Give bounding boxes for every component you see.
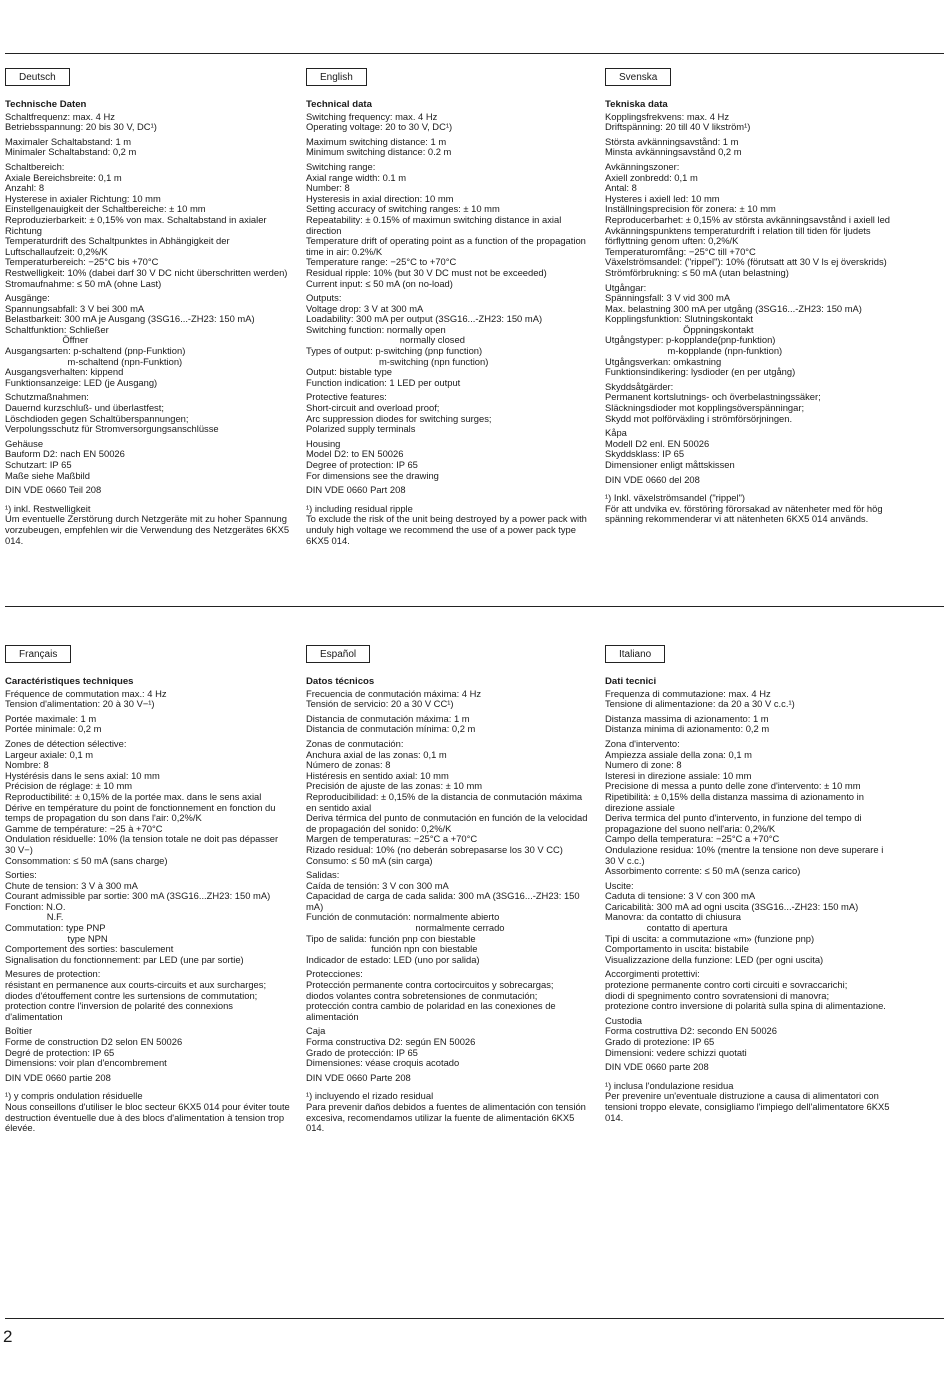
spec-block xyxy=(605,689,890,710)
spec-line: Histéresis en sentido axial: 10 mm xyxy=(306,769,449,781)
spec-line: Setting accuracy of switching ranges: ± 10 mm xyxy=(306,203,500,215)
spec-block xyxy=(5,485,290,496)
spec-line: Skyddsklass: IP 65 xyxy=(605,448,685,460)
spec-line: Types of output: p-switching (pnp function) xyxy=(306,345,483,357)
spec-line: Utgångar: xyxy=(605,281,647,293)
section-heading: Technical data xyxy=(306,99,372,110)
spec-line: Forma constructiva D2: según EN 50026 xyxy=(306,1036,476,1047)
footnote xyxy=(306,504,591,546)
footnote xyxy=(605,493,890,525)
spec-line: Avkänningspunktens temperaturdrift i relation till tiden för ljudets förflyttning genom uften: 0,2%/K xyxy=(605,224,874,247)
spec-line: Modell D2 enl. EN 50026 xyxy=(605,437,710,449)
spec-line: Kopplingsfunktion: Slutningskontakt xyxy=(605,313,754,325)
spec-block xyxy=(5,1026,290,1068)
spec-line: Housing xyxy=(306,437,341,449)
spec-line: Inställningsprecision för zonera: ± 10 mm xyxy=(605,203,776,215)
footnote xyxy=(605,1081,890,1123)
spec-line: Degree of protection: IP 65 xyxy=(306,459,418,470)
footnote-body: Nous conseillons d'utiliser le bloc secteur 6KX5 014 pour éviter toute destruction éventuelle due à des blocs d'alimentation à tension trop élevée. xyxy=(5,1100,290,1134)
spec-line: Mesures de protection: xyxy=(5,968,101,980)
spec-line: Función de conmutación: normalmente abierto xyxy=(306,911,500,923)
spec-line: Tensione di alimentazione: da 20 a 30 V c.c.¹) xyxy=(605,698,795,710)
spec-block xyxy=(306,714,591,735)
spec-block xyxy=(306,1073,591,1084)
spec-line: Current input: ≤ 50 mA (on no-load) xyxy=(306,277,453,289)
spec-line: Einstellgenauigkeit der Schaltbereiche: ± 10 mm xyxy=(5,203,206,215)
spec-line: Number: 8 xyxy=(306,182,350,194)
spec-block xyxy=(5,293,290,388)
spec-line: Minsta avkänningsavstånd 0,2 m xyxy=(605,146,742,158)
spec-line: protezione contro inversione di polarità sulla spina di alimentazione. xyxy=(605,1000,886,1012)
spec-line: Isteresi in direzione assiale: 10 mm xyxy=(605,769,752,781)
spec-line: protection contre l'inversion de polarité des connexions d'alimentation xyxy=(5,1000,236,1022)
spec-line: Deriva térmica del punto de conmutación en función de la velocidad de propagación del sonido: 0,2%/K xyxy=(306,812,591,834)
spec-line: Grado di protezione: IP 65 xyxy=(605,1036,715,1047)
spec-line: Utgångstyper: p-kopplande(pnp-funktion) xyxy=(605,334,776,346)
spec-line: Precisión de ajuste de las zonas: ± 10 mm xyxy=(306,780,483,792)
spec-block xyxy=(605,112,890,133)
spec-line: Dimensioni: vedere schizzi quotati xyxy=(605,1046,747,1058)
spec-line: Fréquence de commutation max.: 4 Hz xyxy=(5,687,167,699)
spec-line: Växelströmsandel: ("rippel"): 10% (förutsatt att 30 V ls ej överskrids) xyxy=(605,256,887,268)
spec-block xyxy=(605,739,890,877)
spec-line: contatto di apertura xyxy=(605,922,728,934)
page-number: 2 xyxy=(3,1327,13,1346)
spec-block xyxy=(5,392,290,434)
language-label: Deutsch xyxy=(5,68,70,86)
spec-line: Reproducerbarhet: ± 0,15% av största avkänningsavstånd i axiell led xyxy=(605,213,890,225)
spec-line: Betriebsspannung: 20 bis 30 V, DC¹) xyxy=(5,121,157,133)
spec-block xyxy=(5,439,290,481)
spec-line: función npn con biestable xyxy=(306,943,478,955)
spec-line: Commutation: type PNP xyxy=(5,922,106,934)
spec-line: Switching range: xyxy=(306,160,376,172)
spec-block xyxy=(605,1062,890,1073)
footnote-title: ¹) inkl. Restwelligkeit xyxy=(5,502,91,514)
spec-block xyxy=(5,112,290,133)
spec-line: Hysteresis in axial direction: 10 mm xyxy=(306,192,454,204)
footnote-body: Per prevenire un'eventuale distruzione a causa di alimentatori con tensioni troppo elevate, consigliamo l'impiego dell'alimentatore 6KX5 014. xyxy=(605,1090,890,1123)
spec-line: DIN VDE 0660 del 208 xyxy=(605,473,700,485)
language-column xyxy=(5,645,290,1134)
spec-line: Max. belastning 300 mA per utgång (3SG16...-ZH23: 150 mA) xyxy=(605,302,862,314)
spec-line: Distanza massima di azionamento: 1 m xyxy=(605,712,769,724)
language-column xyxy=(306,68,591,546)
spec-line: Största avkänningsavstånd: 1 m xyxy=(605,135,739,147)
spec-block xyxy=(5,969,290,1022)
language-column xyxy=(605,645,890,1123)
spec-line: Ripetibilità: ± 0,15% della distanza massima di azionamento in direzione assiale xyxy=(605,790,867,813)
spec-line: Sorties: xyxy=(5,869,37,881)
spec-line: Ondulation résiduelle: 10% (la tension totale ne doit pas dépasser 30 V−) xyxy=(5,833,281,855)
spec-line: Arc suppression diodes for switching surges; xyxy=(306,412,492,424)
spec-line: Schaltbereich: xyxy=(5,160,65,172)
spec-line: Assorbimento corrente: ≤ 50 mA (senza carico) xyxy=(605,865,801,877)
spec-line: Skydd mot polförväxling i strömförsörjningen. xyxy=(605,412,793,424)
spec-line: Frecuencia de conmutación máxima: 4 Hz xyxy=(306,687,482,699)
spec-line: Voltage drop: 3 V at 300 mA xyxy=(306,302,424,314)
section-heading: Technische Daten xyxy=(5,99,87,110)
spec-line: Précision de réglage: ± 10 mm xyxy=(5,780,133,792)
spec-line: normalmente cerrado xyxy=(306,922,505,934)
spec-block xyxy=(5,714,290,735)
spec-line: Polarized supply terminals xyxy=(306,423,416,435)
spec-line: Hysterese in axialer Richtung: 10 mm xyxy=(5,192,161,204)
spec-block xyxy=(5,689,290,710)
spec-line: Frequenza di commutazione: max. 4 Hz xyxy=(605,687,771,699)
spec-line: Comportamento in uscita: bistabile xyxy=(605,943,749,955)
spec-line: Temperature drift of operating point as a function of the propagation time in air: 0.2%/K xyxy=(306,235,589,257)
spec-line: Stromaufnahme: ≤ 50 mA (ohne Last) xyxy=(5,277,162,289)
spec-line: Spannungsabfall: 3 V bei 300 mA xyxy=(5,302,145,314)
spec-line: Dauernd kurzschluß- und überlastfest; xyxy=(5,402,164,414)
spec-line: Deriva termica del punto d'intervento, in funzione del tempo di propagazione del suono nell'aria: 0,2%/K xyxy=(605,812,865,834)
spec-line: N.F. xyxy=(5,911,64,923)
spec-block xyxy=(5,137,290,158)
spec-line: Utgångsverkan: omkastning xyxy=(605,355,722,367)
spec-line: Temperature range: −25°C to +70°C xyxy=(306,256,457,268)
spec-block xyxy=(306,485,591,496)
spec-line: Switching frequency: max. 4 Hz xyxy=(306,110,438,122)
spec-line: Skyddsåtgärder: xyxy=(605,380,674,392)
spec-line: Margen de temperaturas: −25°C a +70°C xyxy=(306,833,478,845)
spec-line: Precisione di messa a punto delle zone d'intervento: ± 10 mm xyxy=(605,780,861,792)
spec-line: Grado de protección: IP 65 xyxy=(306,1046,418,1058)
language-label: Español xyxy=(306,645,370,663)
spec-line: Dimensions: voir plan d'encombrement xyxy=(5,1057,167,1069)
footnote-body: Um eventuelle Zerstörung durch Netzgeräte mit zu hoher Spannung vorzubeugen, empfehlen wir die Verwendung des Netzgerätes 6KX5 014. xyxy=(5,513,290,546)
spec-block xyxy=(5,739,290,866)
spec-line: Minimum switching distance: 0.2 m xyxy=(306,146,452,158)
spec-line: type NPN xyxy=(5,932,108,944)
spec-line: Courant admissible par sortie: 300 mA (3SG16...ZH23: 150 mA) xyxy=(5,890,271,902)
spec-line: Caricabilità: 300 mA ad ogni uscita (3SG16...-ZH23: 150 mA) xyxy=(605,900,859,912)
spec-line: Reproducibilidad: ± 0,15% de la distancia de conmutación máxima en sentido axial xyxy=(306,790,585,813)
spec-block xyxy=(306,1026,591,1068)
spec-line: Anzahl: 8 xyxy=(5,182,45,194)
language-column xyxy=(306,645,591,1134)
top-rule xyxy=(5,53,944,54)
spec-line: Caduta di tensione: 3 V con 300 mA xyxy=(605,890,756,902)
spec-line: Uscite: xyxy=(605,879,634,891)
spec-block xyxy=(605,137,890,158)
spec-line: Portée maximale: 1 m xyxy=(5,712,97,724)
spec-line: Outputs: xyxy=(306,292,342,304)
spec-line: Reproductibilité: ± 0,15% de la portée max. dans le sens axial xyxy=(5,790,262,802)
language-column xyxy=(605,68,890,525)
spec-line: Kåpa xyxy=(605,427,627,439)
spec-line: Verpolungsschutz für Stromversorgungsanschlüsse xyxy=(5,423,219,435)
language-column xyxy=(5,68,290,546)
spec-line: Bauform D2: nach EN 50026 xyxy=(5,448,125,460)
section-heading: Caractéristiques techniques xyxy=(5,676,134,687)
spec-line: Chute de tension: 3 V à 300 mA xyxy=(5,879,138,891)
spec-line: résistant en permanence aux courts-circuits et aux surcharges; xyxy=(5,979,267,991)
spec-line: protección contra cambio de polaridad en las conexiones de alimentación xyxy=(306,1000,559,1022)
footnote-title: ¹) incluyendo el rizado residual xyxy=(306,1090,434,1102)
spec-block xyxy=(5,870,290,965)
spec-line: Driftspänning: 20 till 40 V likström¹) xyxy=(605,121,751,133)
spec-line: Schaltfunktion: Schließer xyxy=(5,323,109,335)
spec-block xyxy=(306,870,591,965)
spec-line: Consommation: ≤ 50 mA (sans charge) xyxy=(5,854,168,866)
spec-line: m-schaltend (npn-Funktion) xyxy=(5,355,183,367)
spec-line: Släckningsdioder mot kopplingsöverspänningar; xyxy=(605,402,805,414)
spec-line: Custodia xyxy=(605,1014,643,1026)
spec-block xyxy=(605,283,890,378)
spec-line: Avkänningszoner: xyxy=(605,160,680,172)
spec-block xyxy=(5,1073,290,1084)
spec-block xyxy=(306,969,591,1022)
spec-line: Dimensiones: véase croquis acotado xyxy=(306,1057,460,1069)
spec-line: Dimensioner enligt måttskissen xyxy=(605,459,735,470)
footnote-body: För att undvika ev. förstöring förorsakad av nätenheter med för hög spänning rekommenderar vi att nätenheten 6KX5 014 används. xyxy=(605,502,883,525)
spec-line: Residual ripple: 10% (but 30 V DC must not be exceeded) xyxy=(306,266,547,278)
spec-line: Loadability: 300 mA per output (3SG16...-ZH23: 150 mA) xyxy=(306,313,543,325)
spec-line: Maximaler Schaltabstand: 1 m xyxy=(5,135,132,147)
language-label: Svenska xyxy=(605,68,671,86)
footnote-title: ¹) y compris ondulation résiduelle xyxy=(5,1090,143,1102)
spec-line: Forma costruttiva D2: secondo EN 50026 xyxy=(605,1025,777,1037)
footnote xyxy=(5,1091,290,1133)
spec-line: Largeur axiale: 0,1 m xyxy=(5,748,94,760)
spec-line: Anchura axial de las zonas: 0,1 m xyxy=(306,748,447,760)
spec-line: Öffner xyxy=(5,334,89,346)
spec-line: Ausgänge: xyxy=(5,292,50,304)
spec-line: Número de zonas: 8 xyxy=(306,759,391,771)
spec-line: Schutzart: IP 65 xyxy=(5,459,72,470)
spec-line: Restwelligkeit: 10% (dabei darf 30 V DC nicht überschritten werden) xyxy=(5,266,288,278)
spec-line: Ondulazione residua: 10% (mentre la tensione non deve superare i 30 V c.c.) xyxy=(605,843,886,866)
middle-rule xyxy=(5,606,944,607)
spec-line: Ausgangsarten: p-schaltend (pnp-Funktion) xyxy=(5,345,186,357)
spec-line: normally closed xyxy=(306,334,465,346)
spec-line: Fonction: N.O. xyxy=(5,900,66,912)
spec-line: Boîtier xyxy=(5,1025,33,1037)
spec-line: Portée minimale: 0,2 m xyxy=(5,723,102,735)
spec-line: Reproduzierbarkeit: ± 0,15% von max. Schaltabstand in axialer Richtung xyxy=(5,213,270,236)
spec-line: Forme de construction D2 selon EN 50026 xyxy=(5,1036,183,1047)
spec-line: diodos volantes contra sobretensiones de conmutación; xyxy=(306,989,538,1001)
spec-line: Model D2: to EN 50026 xyxy=(306,448,404,460)
spec-line: Axiell zonbredd: 0,1 m xyxy=(605,171,698,183)
spec-line: Spänningsfall: 3 V vid 300 mA xyxy=(605,292,731,304)
spec-line: Strömförbrukning: ≤ 50 mA (utan belastning) xyxy=(605,266,789,278)
spec-block xyxy=(306,162,591,289)
footnote-body: To exclude the risk of the unit being destroyed by a power pack with unduly high voltage we recommend the use of a power pack type 6KX5 014. xyxy=(306,513,587,546)
spec-line: Signalisation du fonctionnement: par LED (une par sortie) xyxy=(5,953,244,965)
spec-line: Temperaturdrift des Schaltpunktes in Abhängigkeit der Luftschallaufzeit: 0,2%/K xyxy=(5,235,233,257)
language-label: English xyxy=(306,68,367,86)
spec-line: Funktionsanzeige: LED (je Ausgang) xyxy=(5,376,158,388)
spec-block xyxy=(306,439,591,481)
footnote-title: ¹) including residual ripple xyxy=(306,502,413,514)
spec-line: For dimensions see the drawing xyxy=(306,469,439,481)
spec-line: Zona d'intervento: xyxy=(605,737,680,749)
spec-line: Belastbarkeit: 300 mA je Ausgang (3SG16...-ZH23: 150 mA) xyxy=(5,313,255,325)
spec-line: Ausgangsverhalten: kippend xyxy=(5,366,124,378)
section-heading: Tekniska data xyxy=(605,99,668,110)
section-heading: Dati tecnici xyxy=(605,676,657,687)
spec-line: Permanent kortslutnings- och överbelastningssäker; xyxy=(605,391,821,403)
spec-block xyxy=(605,475,890,486)
spec-line: Zonas de conmutación: xyxy=(306,737,404,749)
spec-block xyxy=(605,714,890,735)
spec-line: Protección permanente contra cortocircuitos y sobrecargas; xyxy=(306,979,554,991)
spec-block xyxy=(306,689,591,710)
spec-block xyxy=(5,162,290,289)
section-heading: Datos técnicos xyxy=(306,676,375,687)
spec-line: Kopplingsfrekvens: max. 4 Hz xyxy=(605,110,730,122)
footnote xyxy=(5,504,290,546)
spec-line: Function indication: 1 LED per output xyxy=(306,376,461,388)
spec-line: Ampiezza assiale della zona: 0,1 m xyxy=(605,748,752,760)
spec-block xyxy=(605,162,890,279)
spec-block xyxy=(605,428,890,470)
spec-line: Visualizzazione della funzione: LED (per ogni uscita) xyxy=(605,953,824,965)
spec-line: Caja xyxy=(306,1025,326,1037)
spec-line: diodes d'étouffement contre les surtensions de commutation; xyxy=(5,989,258,1001)
spec-line: DIN VDE 0660 Teil 208 xyxy=(5,484,102,496)
spec-line: Numero di zone: 8 xyxy=(605,759,682,771)
spec-line: m-switching (npn function) xyxy=(306,355,489,367)
spec-line: Temperaturomfång: −25°C till +70°C xyxy=(605,245,756,257)
spec-block xyxy=(306,112,591,133)
language-label: Italiano xyxy=(605,645,665,663)
spec-line: Hysteres i axiell led: 10 mm xyxy=(605,192,720,204)
spec-line: Switching function: normally open xyxy=(306,323,446,335)
spec-line: Dérive en température du point de fonctionnement en fonction du temps de propagation du son dans l'air: 0,2%/K xyxy=(5,801,279,824)
footnote-title: ¹) Inkl. växelströmsandel ("rippel") xyxy=(605,492,746,504)
spec-line: Distancia de conmutación máxima: 1 m xyxy=(306,712,470,724)
spec-line: Output: bistable type xyxy=(306,366,392,378)
spec-line: Tipo de salida: función pnp con biestable xyxy=(306,932,476,944)
spec-line: Hystérésis dans le sens axial: 10 mm xyxy=(5,769,160,781)
spec-line: Öppningskontakt xyxy=(605,323,754,335)
spec-line: DIN VDE 0660 parte 208 xyxy=(605,1061,709,1073)
spec-line: Tension d'alimentation: 20 à 30 V−¹) xyxy=(5,698,155,710)
spec-line: Protecciones: xyxy=(306,968,363,980)
spec-line: Gamme de température: −25 à +70°C xyxy=(5,822,163,834)
spec-line: Manovra: da contatto di chiusura xyxy=(605,911,742,923)
spec-line: protezione permanente contro corti circuiti e sovraccarichi; xyxy=(605,979,848,991)
spec-line: Gehäuse xyxy=(5,437,44,449)
spec-line: Salidas: xyxy=(306,869,340,881)
spec-line: Protective features: xyxy=(306,391,387,403)
spec-line: DIN VDE 0660 Part 208 xyxy=(306,484,406,496)
spec-line: Accorgimenti protettivi: xyxy=(605,968,700,980)
spec-line: Rizado residual: 10% (no deberán sobrepasarse los 30 V CC) xyxy=(306,843,563,855)
spec-line: Indicador de estado: LED (uno por salida) xyxy=(306,953,480,965)
spec-block xyxy=(306,137,591,158)
spec-line: Minimaler Schaltabstand: 0,2 m xyxy=(5,146,137,158)
spec-line: Consumo: ≤ 50 mA (sin carga) xyxy=(306,854,433,866)
spec-block xyxy=(605,881,890,966)
footnote xyxy=(306,1091,591,1133)
spec-line: Maximum switching distance: 1 m xyxy=(306,135,447,147)
spec-line: Campo della temperatura: −25°C a +70°C xyxy=(605,833,780,845)
spec-line: Axial range width: 0.1 m xyxy=(306,171,407,183)
spec-line: Repeatability: ± 0.15% of maximun switching distance in axial direction xyxy=(306,213,564,236)
spec-line: Caída de tensión: 3 V con 300 mA xyxy=(306,879,449,891)
spec-block xyxy=(306,293,591,388)
spec-line: Short-circuit and overload proof; xyxy=(306,402,440,414)
spec-line: Tipi di uscita: a commutazione «m» (funzione pnp) xyxy=(605,932,815,944)
spec-line: DIN VDE 0660 Parte 208 xyxy=(306,1071,411,1083)
spec-line: Degré de protection: IP 65 xyxy=(5,1046,115,1058)
spec-line: Temperaturbereich: −25°C bis +70°C xyxy=(5,256,159,268)
spec-line: m-kopplande (npn-funktion) xyxy=(605,345,783,357)
spec-line: Löschdioden gegen Schaltüberspannungen; xyxy=(5,412,189,424)
spec-line: Schaltfrequenz: max. 4 Hz xyxy=(5,110,115,122)
spec-line: Zones de détection sélective: xyxy=(5,737,127,749)
spec-line: Capacidad de carga de cada salida: 300 mA (3SG16...-ZH23: 150 mA) xyxy=(306,890,583,912)
spec-line: Schutzmaßnahmen: xyxy=(5,391,89,403)
footnote-title: ¹) inclusa l'ondulazione residua xyxy=(605,1079,734,1091)
spec-line: Tensión de servicio: 20 a 30 V CC¹) xyxy=(306,698,454,710)
spec-block xyxy=(605,382,890,424)
spec-line: Distancia de conmutación mínima: 0,2 m xyxy=(306,723,476,735)
spec-line: Comportement des sorties: basculement xyxy=(5,943,174,955)
spec-line: Antal: 8 xyxy=(605,182,637,194)
bottom-rule xyxy=(5,1318,944,1319)
spec-block xyxy=(306,392,591,434)
spec-line: Funktionsindikering: lysdioder (en per utgång) xyxy=(605,366,796,378)
spec-block xyxy=(605,1016,890,1058)
spec-line: DIN VDE 0660 partie 208 xyxy=(5,1071,111,1083)
spec-block xyxy=(306,739,591,866)
spec-line: diodi di spegnimento contro sovratensioni di manovra; xyxy=(605,989,830,1001)
spec-line: Distanza minima di azionamento: 0,2 m xyxy=(605,723,770,735)
spec-line: Axiale Bereichsbreite: 0,1 m xyxy=(5,171,122,183)
spec-block xyxy=(605,969,890,1011)
spec-line: Operating voltage: 20 to 30 V, DC¹) xyxy=(306,121,453,133)
spec-line: Nombre: 8 xyxy=(5,759,49,771)
language-label: Français xyxy=(5,645,71,663)
spec-line: Maße siehe Maßbild xyxy=(5,469,90,481)
footnote-body: Para prevenir daños debidos a fuentes de alimentación con tensión excesiva, recomendamos utilizar la fuente de alimentación 6KX5 014. xyxy=(306,1100,586,1134)
